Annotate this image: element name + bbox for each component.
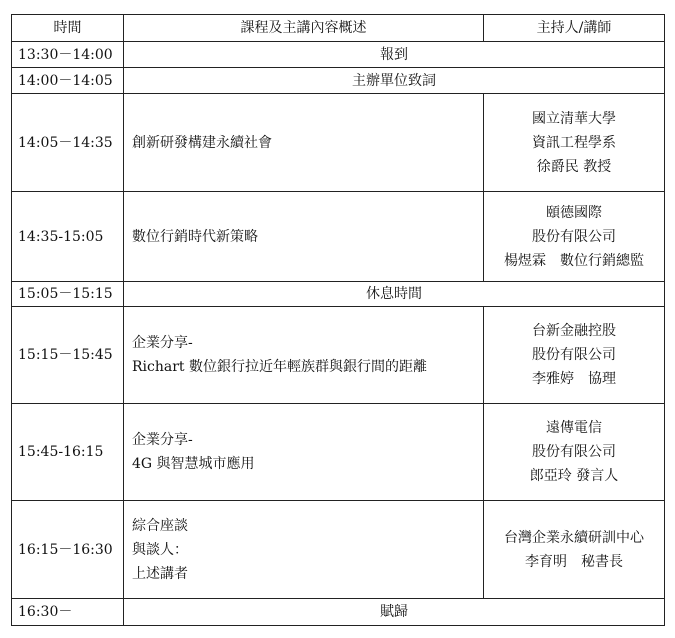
topic-cell bbox=[124, 94, 484, 192]
time-cell: 16:30－ bbox=[12, 599, 124, 626]
time-cell: 13:30－14:00 bbox=[12, 42, 124, 68]
topic-line: Richart 數位銀行拉近年輕族群與銀行間的距離 bbox=[132, 359, 427, 375]
host-line: 遠傳電信 bbox=[546, 420, 602, 436]
host-line: 股份有限公司 bbox=[532, 347, 616, 363]
header-topic: 課程及主講內容概述 bbox=[124, 15, 484, 42]
host-line: 股份有限公司 bbox=[532, 444, 616, 460]
agenda-table bbox=[11, 14, 665, 626]
header-row bbox=[12, 15, 665, 42]
table-row bbox=[12, 501, 665, 599]
table-row bbox=[12, 94, 665, 192]
host-line: 徐爵民 教授 bbox=[536, 158, 612, 175]
table-row bbox=[12, 404, 665, 501]
host-cell bbox=[484, 404, 665, 501]
host-line: 台新金融控股 bbox=[532, 323, 616, 339]
host-cell bbox=[484, 94, 665, 192]
time-cell: 16:15－16:30 bbox=[12, 501, 124, 599]
table-row bbox=[12, 599, 665, 626]
table-row bbox=[12, 68, 665, 94]
header-host: 主持人/講師 bbox=[484, 15, 665, 42]
table-row bbox=[12, 192, 665, 282]
header-time: 時間 bbox=[12, 15, 124, 42]
host-cell bbox=[484, 307, 665, 404]
topic-cell bbox=[124, 404, 484, 501]
host-cell bbox=[484, 501, 665, 599]
host-line: 郎亞玲 發言人 bbox=[529, 468, 619, 484]
time-cell: 14:05－14:35 bbox=[12, 94, 124, 192]
session-cell: 賦歸 bbox=[124, 599, 665, 626]
topic-line: 數位行銷時代新策略 bbox=[132, 228, 258, 245]
table-row bbox=[12, 307, 665, 404]
host-cell bbox=[484, 192, 665, 282]
session-cell: 主辦單位致詞 bbox=[124, 68, 665, 94]
host-line: 頤德國際 bbox=[546, 204, 602, 221]
time-cell: 15:15－15:45 bbox=[12, 307, 124, 404]
topic-line: 企業分享- bbox=[132, 335, 193, 351]
host-line: 台灣企業永續研訓中心 bbox=[504, 529, 644, 546]
topic-line: 上述講者 bbox=[132, 565, 188, 582]
host-line: 國立清華大學 bbox=[532, 110, 616, 127]
session-cell: 報到 bbox=[124, 42, 665, 68]
host-line: 資訊工程學系 bbox=[532, 134, 616, 151]
topic-line: 與談人： bbox=[132, 541, 188, 558]
host-line: 股份有限公司 bbox=[532, 228, 616, 245]
topic-cell bbox=[124, 501, 484, 599]
host-line: 李雅婷 協理 bbox=[532, 371, 616, 387]
time-cell: 15:45-16:15 bbox=[12, 404, 124, 501]
topic-cell bbox=[124, 192, 484, 282]
time-cell: 14:00－14:05 bbox=[12, 68, 124, 94]
session-cell: 休息時間 bbox=[124, 282, 665, 307]
topic-line: 綜合座談 bbox=[132, 517, 188, 534]
topic-cell bbox=[124, 307, 484, 404]
table-row bbox=[12, 282, 665, 307]
time-cell: 15:05－15:15 bbox=[12, 282, 124, 307]
time-cell: 14:35-15:05 bbox=[12, 192, 124, 282]
host-line: 楊煜霖 數位行銷總監 bbox=[504, 252, 644, 269]
topic-line: 4G 與智慧城市應用 bbox=[132, 456, 255, 472]
topic-line: 企業分享- bbox=[132, 432, 193, 448]
host-line: 李育明 秘書長 bbox=[525, 553, 623, 570]
topic-line: 創新研發構建永續社會 bbox=[132, 134, 272, 151]
table-row bbox=[12, 42, 665, 68]
